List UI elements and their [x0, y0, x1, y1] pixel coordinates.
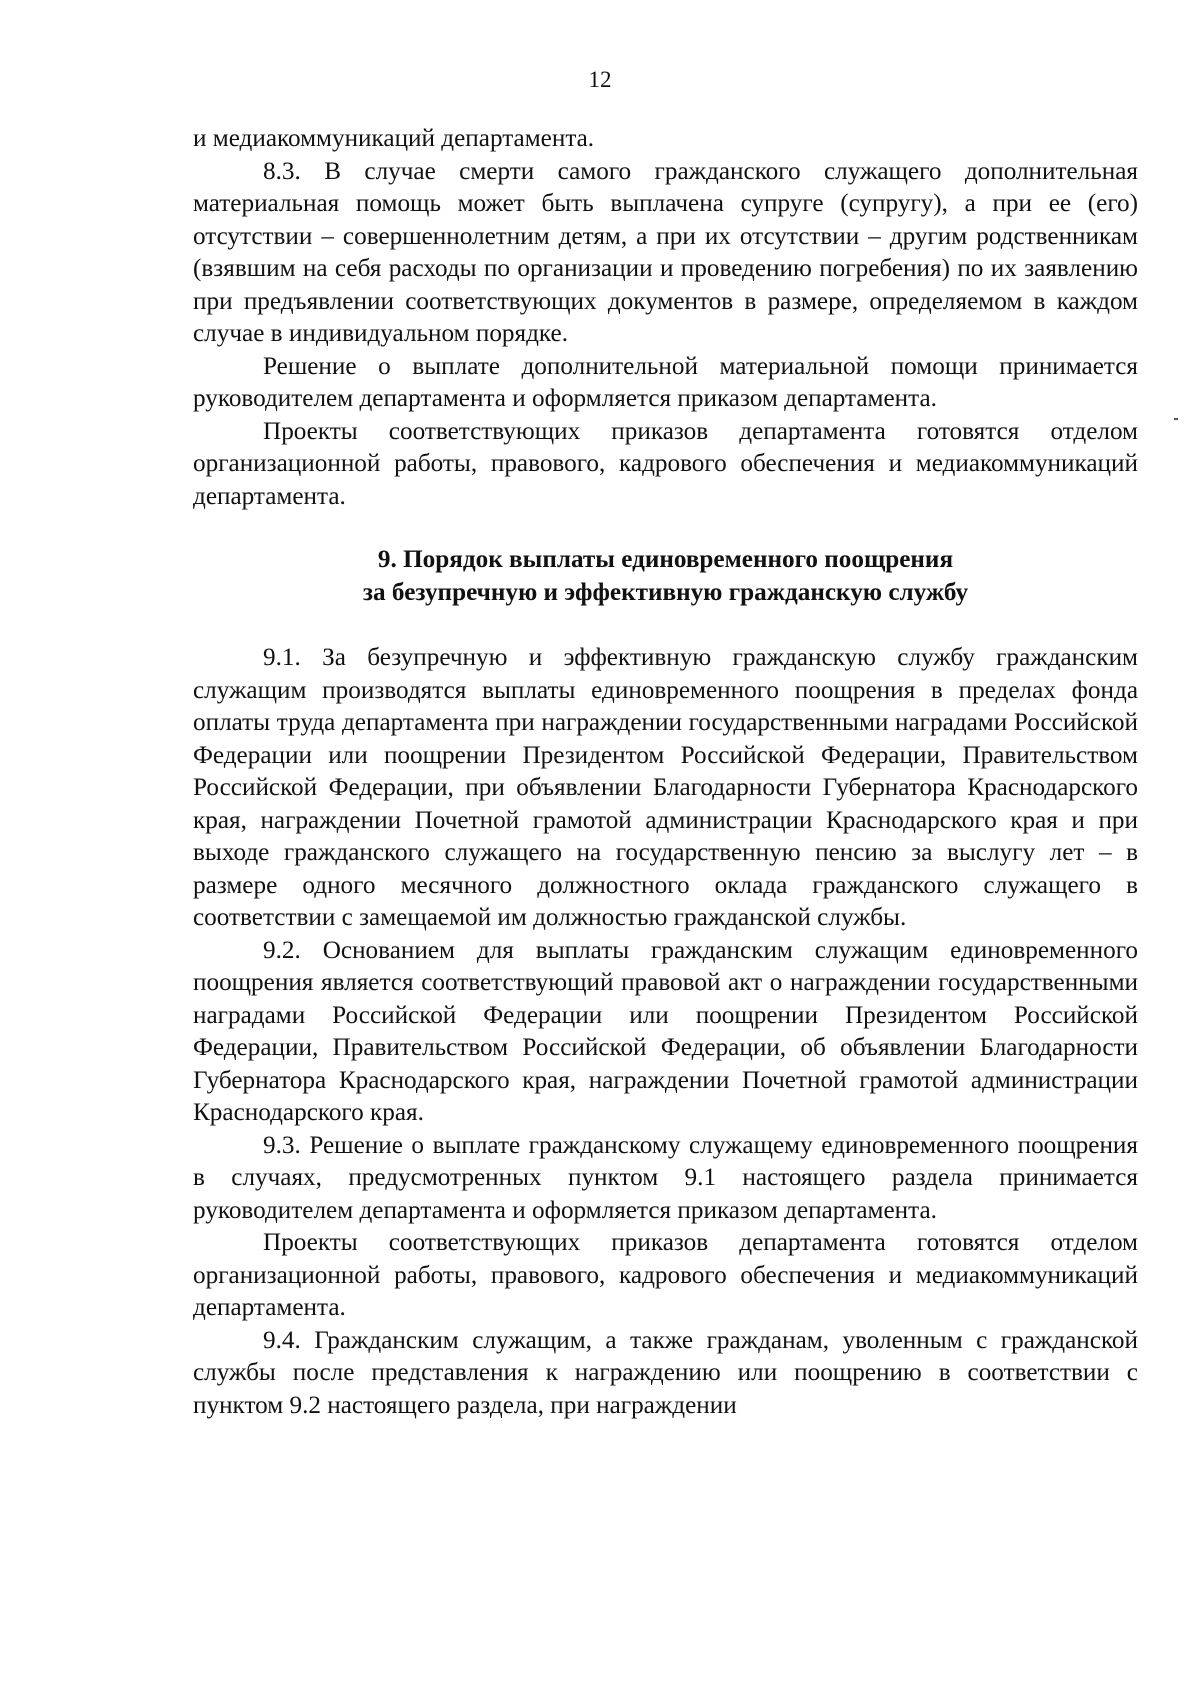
section-8-continuation: [193, 123, 1138, 513]
page-number: 12: [588, 67, 612, 92]
paragraph: 9.2. Основанием для выплаты гражданским служащим единовременного поощрения является соответствующий правовой акт о награждении государственными наградами Российской Федерации или поощрении Президентом Российской Федерации, Правительством Российской Федерации, об объявлении Благодарности Губернатора Краснодарского края, награждении Почетной грамотой администрации Краснодарского края.: [193, 936, 1138, 1126]
paragraph: Проекты соответствующих приказов департамента готовятся отделом организационной работы, правового, кадрового обеспечения и медиакоммуникаций департамента.: [193, 417, 1138, 510]
paragraph: Проекты соответствующих приказов департамента готовятся отделом организационной работы, правового, кадрового обеспечения и медиакоммуникаций департамента.: [193, 1229, 1138, 1321]
section-heading-line-1: 9. Порядок выплаты единовременного поощрения: [377, 546, 954, 573]
paragraph: Решение о выплате дополнительной материальной помощи принимается руководителем департамента и оформляется приказом департамента.: [193, 352, 1138, 412]
paragraph: 9.3. Решение о выплате гражданскому служащему единовременного поощрения в случаях, предусмотренных пунктом 9.1 настоящего раздела принимается руководителем департамента и оформляется приказом департамента.: [193, 1131, 1138, 1224]
section-heading-line-2: за безупречную и эффективную гражданскую службу: [362, 578, 969, 606]
paragraph: 8.3. В случае смерти самого гражданского служащего дополнительная материальная помощь может быть выплачена супруге (супругу), а при ее (его) отсутствии – совершеннолетним детям, а при их отсутствии – другим родственникам (взявшим на себя расходы по организации и проведению погребения) по их заявлению при предъявлении соответствующих документов в размере, определяемом в каждом случае в индивидуальном порядке.: [193, 157, 1138, 347]
section-9-heading: [193, 544, 1138, 609]
section-9-body: [193, 642, 1138, 1422]
paragraph: и медиакоммуникаций департамента.: [193, 125, 595, 152]
scan-artifact: [1174, 418, 1178, 420]
paragraph: 9.1. За безупречную и эффективную гражданскую службу гражданским служащим производятся выплаты единовременного поощрения в пределах фонда оплаты труда департамента при награждении государственными наградами Российской Федерации или поощрении Президентом Российской Федерации, Правительством Российской Федерации, при объявлении Благодарности Губернатора Краснодарского края, награждении Почетной грамотой администрации Краснодарского края и при выходе гражданского служащего на государственную пенсию за выслугу лет – в размере одного месячного должностного оклада гражданского служащего в соответствии с замещаемой им должностью гражданской службы.: [193, 644, 1138, 931]
paragraph: 9.4. Гражданским служащим, а также гражданам, уволенным с гражданской службы после представления к награждению или поощрению в соответствии с пунктом 9.2 настоящего раздела, при награждении: [193, 1326, 1138, 1419]
document-body: [193, 123, 1138, 1422]
